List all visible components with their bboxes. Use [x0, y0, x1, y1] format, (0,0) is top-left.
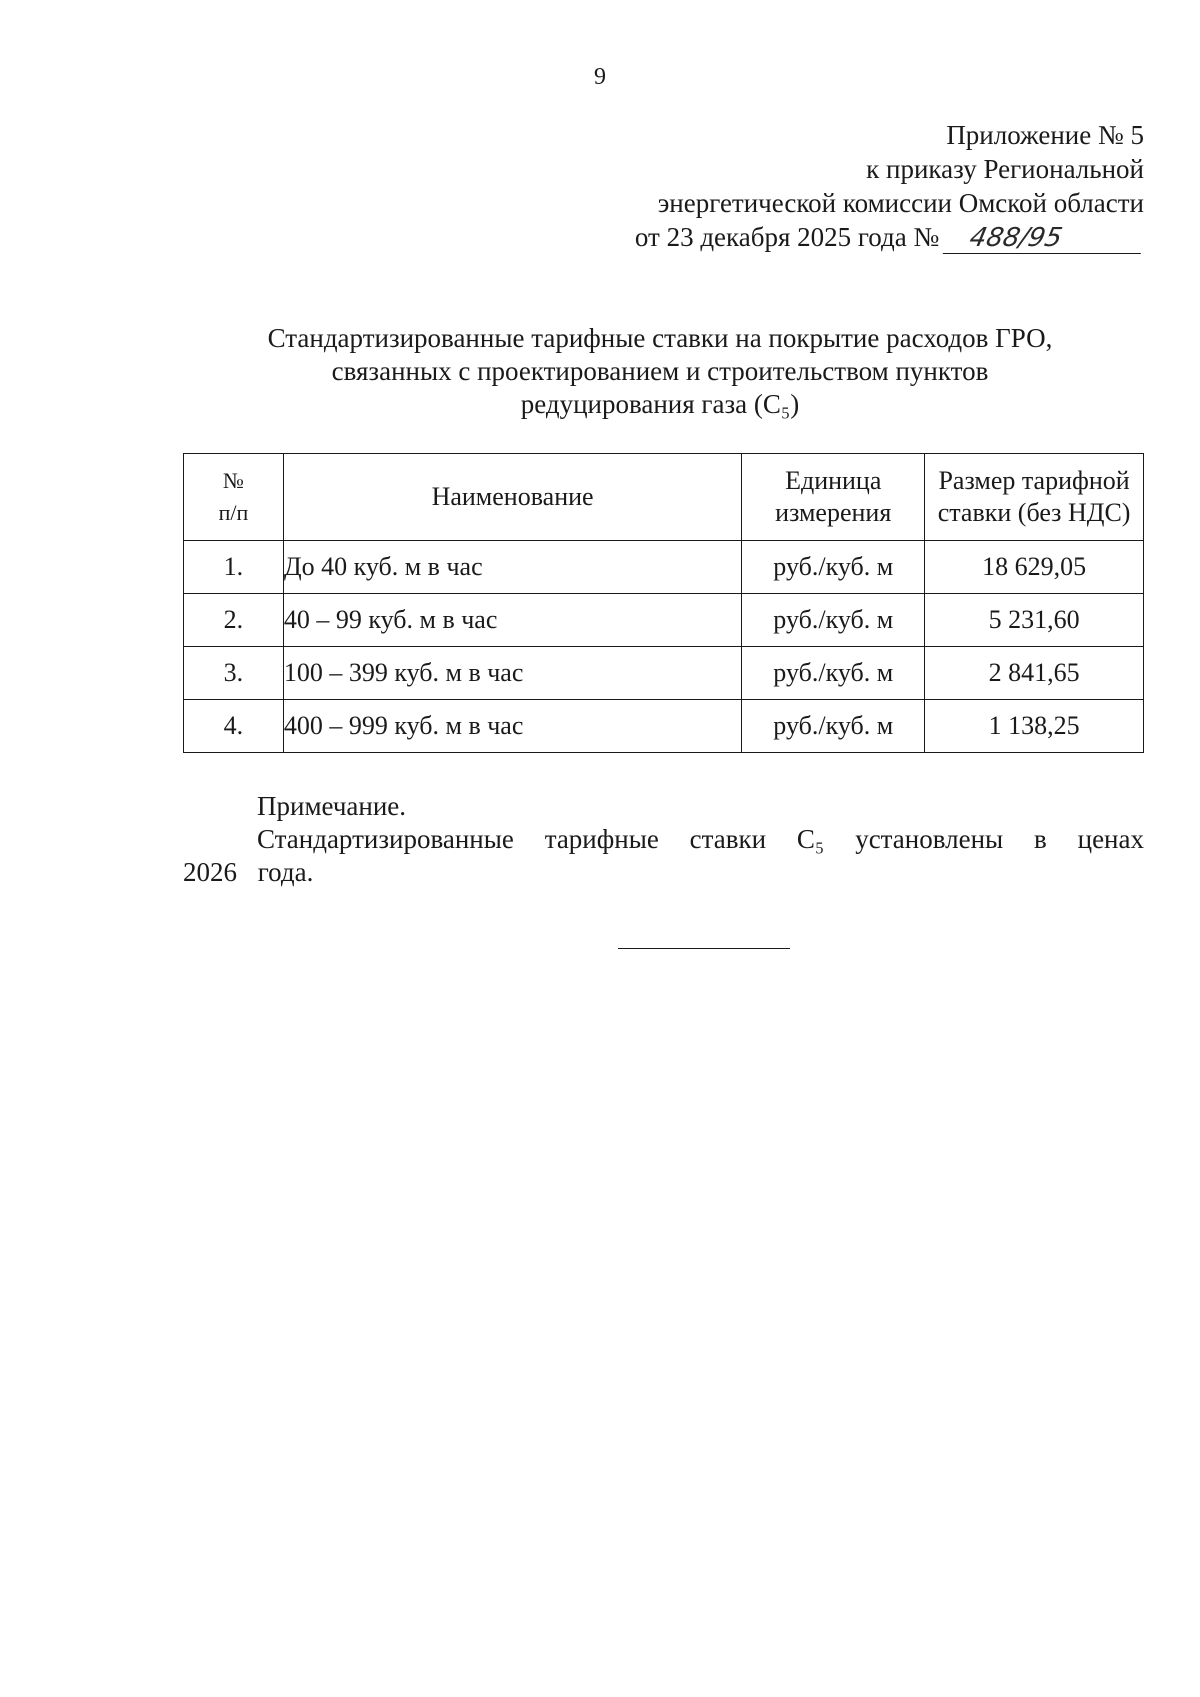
- row-number: 3.: [184, 647, 284, 700]
- title-line-3: редуцирования газа (C₅): [520, 389, 800, 419]
- end-divider: [618, 948, 790, 949]
- appendix-line-1: Приложение № 5: [946, 120, 1144, 150]
- title-line-2: связанных с проектированием и строительством пунктов: [331, 356, 989, 386]
- row-rate: 5 231,60: [925, 594, 1144, 647]
- row-number: 1.: [184, 541, 284, 594]
- appendix-line-2: к приказу Региональной: [866, 154, 1144, 184]
- tariff-rates-table: [183, 453, 1144, 753]
- note-section: [183, 790, 1144, 889]
- row-unit: руб./куб. м: [742, 541, 925, 594]
- table-row: [184, 541, 1144, 594]
- header-unit: [742, 454, 925, 541]
- page-number: 9: [594, 64, 606, 90]
- note-label: Примечание.: [257, 791, 407, 821]
- row-unit: руб./куб. м: [742, 594, 925, 647]
- title-line-1: Стандартизированные тарифные ставки на покрытие расходов ГРО,: [267, 323, 1053, 353]
- header-name: Наименование: [283, 454, 741, 541]
- appendix-date: от 23 декабря 2025 года №: [634, 222, 940, 252]
- appendix-header: [635, 118, 1144, 254]
- row-unit: руб./куб. м: [742, 700, 925, 753]
- table-row: [184, 647, 1144, 700]
- header-number-line-1: №: [222, 468, 244, 493]
- appendix-date-line: [635, 220, 1144, 254]
- table-row: [184, 700, 1144, 753]
- row-unit: руб./куб. м: [742, 647, 925, 700]
- header-number: [184, 454, 284, 541]
- row-name: 400 – 999 куб. м в час: [283, 700, 741, 753]
- header-rate-line-1: Размер тарифной: [938, 466, 1130, 495]
- header-unit-line-2: измерения: [775, 498, 892, 527]
- row-rate: 18 629,05: [925, 541, 1144, 594]
- row-rate: 1 138,25: [925, 700, 1144, 753]
- appendix-line-3: энергетической комиссии Омской области: [657, 188, 1144, 218]
- row-name: 40 – 99 куб. м в час: [283, 594, 741, 647]
- header-rate: [925, 454, 1144, 541]
- row-name: 100 – 399 куб. м в час: [283, 647, 741, 700]
- header-number-line-2: п/п: [218, 500, 249, 525]
- header-unit-line-1: Единица: [785, 466, 882, 495]
- row-name: До 40 куб. м в час: [283, 541, 741, 594]
- table-row: [184, 594, 1144, 647]
- order-number-handwritten: 488/95: [943, 223, 1148, 254]
- header-rate-line-2: ставки (без НДС): [937, 498, 1131, 527]
- row-number: 2.: [184, 594, 284, 647]
- row-rate: 2 841,65: [925, 647, 1144, 700]
- table-header-row: [184, 454, 1144, 541]
- note-text: Стандартизированные тарифные ставки C₅ установлены в ценах 2026 года.: [183, 824, 1144, 887]
- document-title: [180, 322, 1140, 421]
- row-number: 4.: [184, 700, 284, 753]
